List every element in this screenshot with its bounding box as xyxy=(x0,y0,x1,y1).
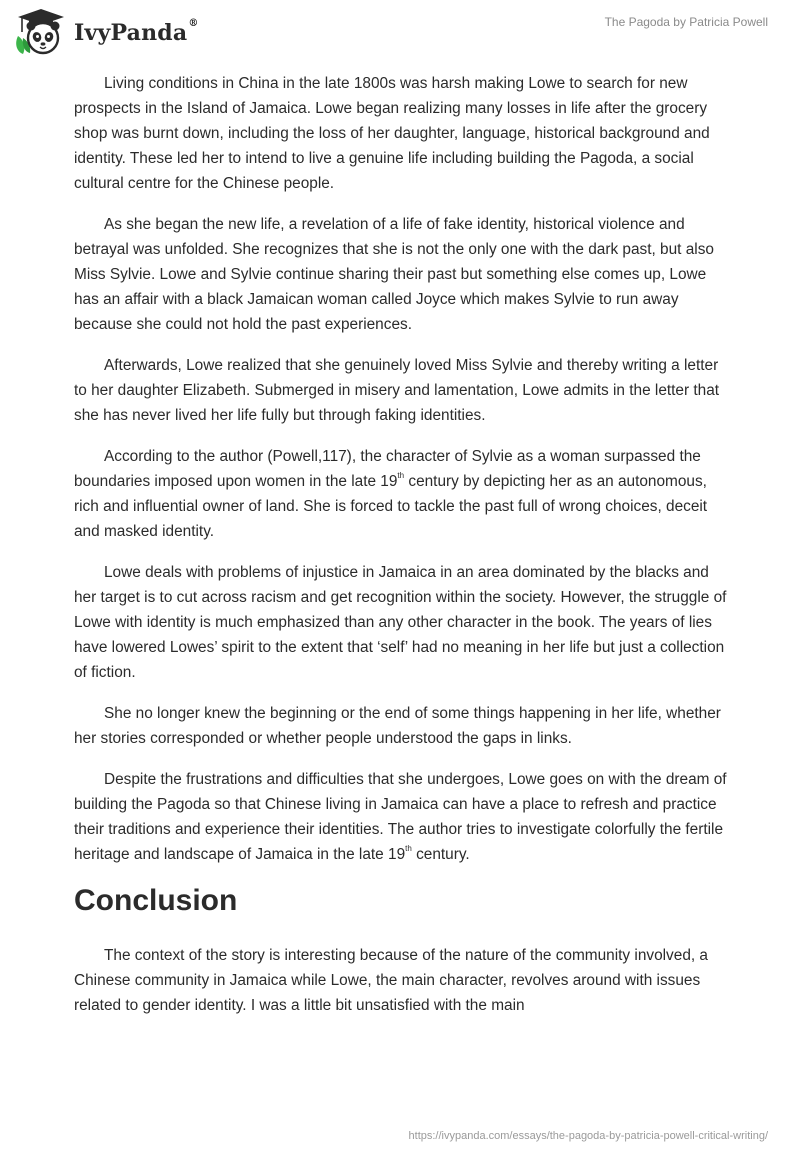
paragraph-3: Afterwards, Lowe realized that she genuinely loved Miss Sylvie and thereby writing a letter to her daughter Elizabeth. Submerged in misery and lamentation, Lowe admits in the letter that she has never lived her life fully but through faking identities. xyxy=(74,357,720,424)
brand-name: IvyPanda® xyxy=(74,17,199,46)
essay-body xyxy=(74,71,734,1034)
paragraph-4: According to the author (Powell,117), the character of Sylvie as a woman surpassed the boundaries imposed upon women in the late 19th century by depicting her as an autonomous, rich and influential owner of land. She is forced to tackle the past full of wrong choices, deceit and masked identity. xyxy=(74,448,708,540)
registered-mark: ® xyxy=(188,17,199,29)
ivypanda-logo[interactable] xyxy=(14,8,199,56)
source-url[interactable]: https://ivypanda.com/essays/the-pagoda-by-patricia-powell-critical-writing/ xyxy=(408,1130,768,1142)
paragraph-2: As she began the new life, a revelation of a life of fake identity, historical violence and betrayal was unfolded. She recognizes that she is not the only one with the dark past, but also Miss Sylvie. Lowe and Sylvie continue sharing their past but something else comes up, Lowe has an affair with a black Jamaican woman called Joyce which makes Sylvie to run away because she could not hold the past experiences. xyxy=(74,216,714,333)
page-header xyxy=(0,0,800,60)
paragraph-1: Living conditions in China in the late 1800s was harsh making Lowe to search for new prospects in the Island of Jamaica. Lowe began realizing many losses in life after the grocery shop was burnt down, including the loss of her daughter, language, historical background and identity. These led her to intend to live a genuine life including building the Pagoda, a social cultural centre for the Chinese people. xyxy=(74,75,710,192)
conclusion-heading: Conclusion xyxy=(74,884,238,917)
paragraph-7: Despite the frustrations and difficulties that she undergoes, Lowe goes on with the dream of building the Pagoda so that Chinese living in Jamaica can have a place to refresh and practice their traditions and experience their identities. The author tries to investigate colorfully the fertile heritage and landscape of Jamaica in the late 19th century. xyxy=(74,771,727,863)
paragraph-5: Lowe deals with problems of injustice in Jamaica in an area dominated by the blacks and her target is to cut across racism and get recognition within the society. However, the struggle of Lowe with identity is much emphasized than any other character in the book. The years of lies have lowered Lowes’ spirit to the extent that ‘self’ had no meaning in her life but just a collection of fiction. xyxy=(74,564,727,681)
paragraph-8: The context of the story is interesting because of the nature of the community involved, a Chinese community in Jamaica while Lowe, the main character, revolves around with issues related to gender identity. I was a little bit unsatisfied with the main xyxy=(74,947,708,1014)
ordinal-suffix: th xyxy=(405,843,412,853)
paragraph-6: She no longer knew the beginning or the end of some things happening in her life, whether her stories corresponded or whether people understood the gaps in links. xyxy=(74,705,721,747)
ordinal-suffix: th xyxy=(397,470,405,480)
document-title: The Pagoda by Patricia Powell xyxy=(604,15,768,29)
panda-graduate-icon xyxy=(14,8,68,56)
